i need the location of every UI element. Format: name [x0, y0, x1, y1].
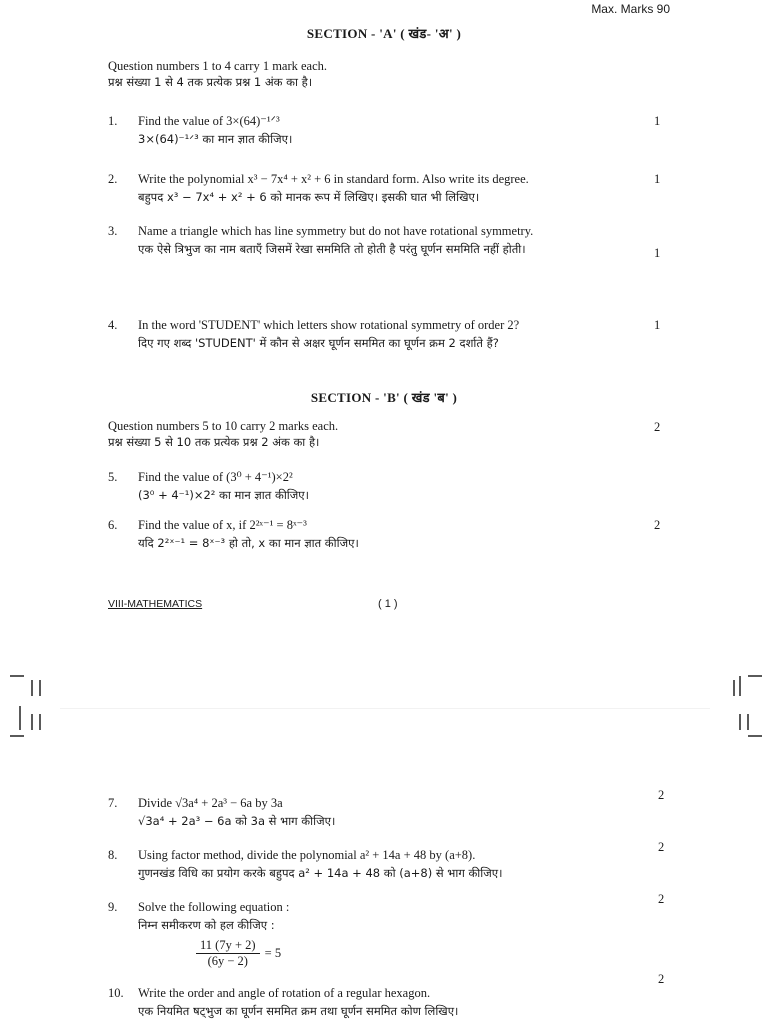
question-6	[108, 516, 668, 553]
question-8	[108, 846, 668, 883]
question-text-en: Solve the following equation :	[138, 900, 290, 914]
page-divider	[60, 708, 710, 709]
question-number: 2.	[108, 172, 118, 186]
equation-rhs: = 5	[264, 946, 282, 960]
question-4-marks: 1	[654, 318, 661, 332]
right-punch-marks	[726, 666, 766, 746]
question-text-hi: 3×(64)⁻¹ᐟ³ का मान ज्ञात कीजिए।	[138, 132, 293, 146]
left-punch-marks	[6, 666, 46, 746]
footer-page-number: ( 1 )	[378, 598, 398, 610]
section-b-instruction-hi: प्रश्न संख्या 5 से 10 तक प्रत्येक प्रश्न 2 अंक का है।	[108, 435, 320, 449]
question-text-hi: यदि 2²ˣ⁻¹ = 8ˣ⁻³ हो तो, x का मान ज्ञात कीजिए।	[138, 536, 359, 550]
question-3	[108, 222, 668, 259]
question-10	[108, 984, 668, 1021]
section-a-title: SECTION - 'A' ( खंड- 'अ' )	[306, 26, 462, 41]
section-a-instruction	[108, 58, 327, 90]
equation-fraction	[196, 938, 260, 969]
question-1-marks: 1	[654, 114, 661, 128]
question-9	[108, 898, 668, 935]
equation-denominator: (6y − 2)	[207, 954, 248, 968]
max-marks: Max. Marks 90	[591, 2, 670, 16]
question-text-en: Using factor method, divide the polynomial a² + 14a + 48 by (a+8).	[138, 848, 476, 862]
question-text-hi: √3a⁴ + 2a³ − 6a को 3a से भाग कीजिए।	[138, 814, 336, 828]
question-3-marks: 1	[654, 246, 661, 260]
question-text-en: Find the value of (3⁰ + 4⁻¹)×2²	[138, 470, 293, 484]
question-2-marks: 1	[654, 172, 661, 186]
question-text-hi: एक नियमित षट्भुज का घूर्णन सममित क्रम तथा घूर्णन सममित कोण लिखिए।	[138, 1004, 459, 1018]
question-7-marks: 2	[658, 788, 665, 802]
page-gap	[0, 640, 768, 780]
question-10-marks: 2	[658, 972, 665, 986]
question-number: 8.	[108, 848, 118, 862]
question-number: 4.	[108, 318, 118, 332]
section-b-marks: 2	[654, 420, 661, 434]
question-number: 10.	[108, 986, 124, 1000]
question-number: 5.	[108, 470, 118, 484]
question-number: 6.	[108, 518, 118, 532]
section-b-instruction-en: Question numbers 5 to 10 carry 2 marks each.	[108, 419, 339, 433]
question-text-en: Write the polynomial x³ − 7x⁴ + x² + 6 in standard form. Also write its degree.	[138, 172, 529, 186]
question-8-marks: 2	[658, 840, 665, 854]
section-b-title: SECTION - 'B' ( खंड 'ब' )	[310, 390, 458, 405]
footer-subject: VIII-MATHEMATICS	[108, 598, 203, 610]
question-text-hi: एक ऐसे त्रिभुज का नाम बताएँ जिसमें रेखा सममिति तो होती है परंतु घूर्णन सममिति नहीं होती।	[138, 242, 526, 256]
question-text-hi: (3⁰ + 4⁻¹)×2² का मान ज्ञात कीजिए।	[138, 488, 310, 502]
section-b-instruction	[108, 418, 338, 450]
section-a-instruction-en: Question numbers 1 to 4 carry 1 mark each.	[108, 59, 328, 73]
question-text-hi: दिए गए शब्द 'STUDENT' में कौन से अक्षर घूर्णन सममित का घूर्णन क्रम 2 दर्शाते हैं?	[138, 336, 499, 350]
section-a-instruction-hi: प्रश्न संख्या 1 से 4 तक प्रत्येक प्रश्न 1 अंक का है।	[108, 75, 313, 89]
question-text-hi: निम्न समीकरण को हल कीजिए :	[138, 918, 275, 932]
equation-q9	[196, 938, 281, 969]
question-5	[108, 468, 668, 505]
question-number: 7.	[108, 796, 118, 810]
question-number: 9.	[108, 900, 118, 914]
question-text-en: In the word 'STUDENT' which letters show rotational symmetry of order 2?	[138, 318, 520, 332]
question-text-en: Write the order and angle of rotation of a regular hexagon.	[138, 986, 431, 1000]
question-text-hi: बहुपद x³ − 7x⁴ + x² + 6 को मानक रूप में लिखिए। इसकी घात भी लिखिए।	[138, 190, 480, 204]
question-9-marks: 2	[658, 892, 665, 906]
question-text-hi: गुणनखंड विधि का प्रयोग करके बहुपद a² + 14a + 48 को (a+8) से भाग कीजिए।	[138, 866, 503, 880]
question-number: 1.	[108, 114, 118, 128]
question-2	[108, 170, 668, 207]
question-6-marks: 2	[654, 518, 661, 532]
question-text-en: Name a triangle which has line symmetry but do not have rotational symmetry.	[138, 224, 534, 238]
question-1	[108, 112, 668, 149]
equation-numerator: 11 (7y + 2)	[196, 938, 260, 954]
question-number: 3.	[108, 224, 118, 238]
question-4	[108, 316, 668, 353]
question-7	[108, 794, 668, 831]
question-text-en: Divide √3a⁴ + 2a³ − 6a by 3a	[138, 796, 283, 810]
question-text-en: Find the value of x, if 2²ˣ⁻¹ = 8ˣ⁻³	[138, 518, 307, 532]
question-text-en: Find the value of 3×(64)⁻¹ᐟ³	[138, 114, 280, 128]
